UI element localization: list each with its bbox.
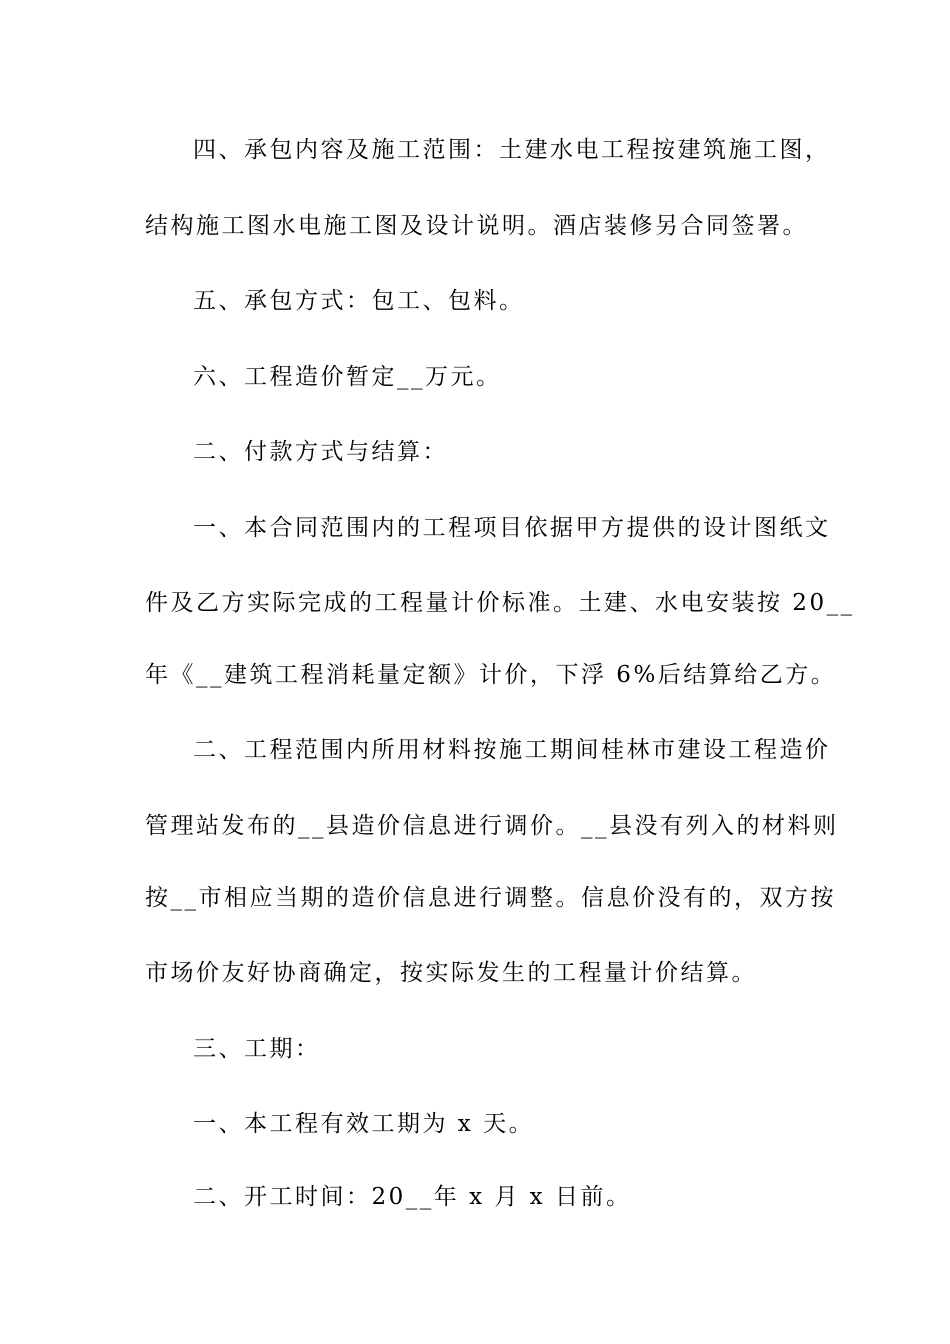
paragraph-line: 市场价友好协商确定，按实际发生的工程量计价结算。 <box>145 960 757 986</box>
paragraph-line: 一、本工程有效工期为 x 天。 <box>193 1111 535 1137</box>
paragraph-line: 按__市相应当期的造价信息进行调整。信息价没有的，双方按 <box>145 885 836 911</box>
paragraph-line: 六、工程造价暂定__万元。 <box>193 364 502 390</box>
section-heading: 三、工期： <box>193 1036 321 1062</box>
section-heading: 二、付款方式与结算： <box>193 439 448 465</box>
paragraph-line: 年《__建筑工程消耗量定额》计价，下浮 6%后结算给乙方。 <box>145 662 837 688</box>
paragraph-line: 一、本合同范围内的工程项目依据甲方提供的设计图纸文 <box>193 515 831 541</box>
paragraph-line: 管理站发布的__县造价信息进行调价。__县没有列入的材料则 <box>145 813 839 839</box>
paragraph-line: 五、承包方式：包工、包料。 <box>193 288 525 314</box>
paragraph-line: 结构施工图水电施工图及设计说明。酒店装修另合同签署。 <box>145 213 808 239</box>
paragraph-line: 四、承包内容及施工范围：土建水电工程按建筑施工图， <box>193 137 831 163</box>
paragraph-line: 二、开工时间：20__年 x 月 x 日前。 <box>193 1184 632 1210</box>
paragraph-line: 二、工程范围内所用材料按施工期间桂林市建设工程造价 <box>193 737 831 763</box>
paragraph-line: 件及乙方实际完成的工程量计价标准。土建、水电安装按 20__ <box>145 590 855 616</box>
